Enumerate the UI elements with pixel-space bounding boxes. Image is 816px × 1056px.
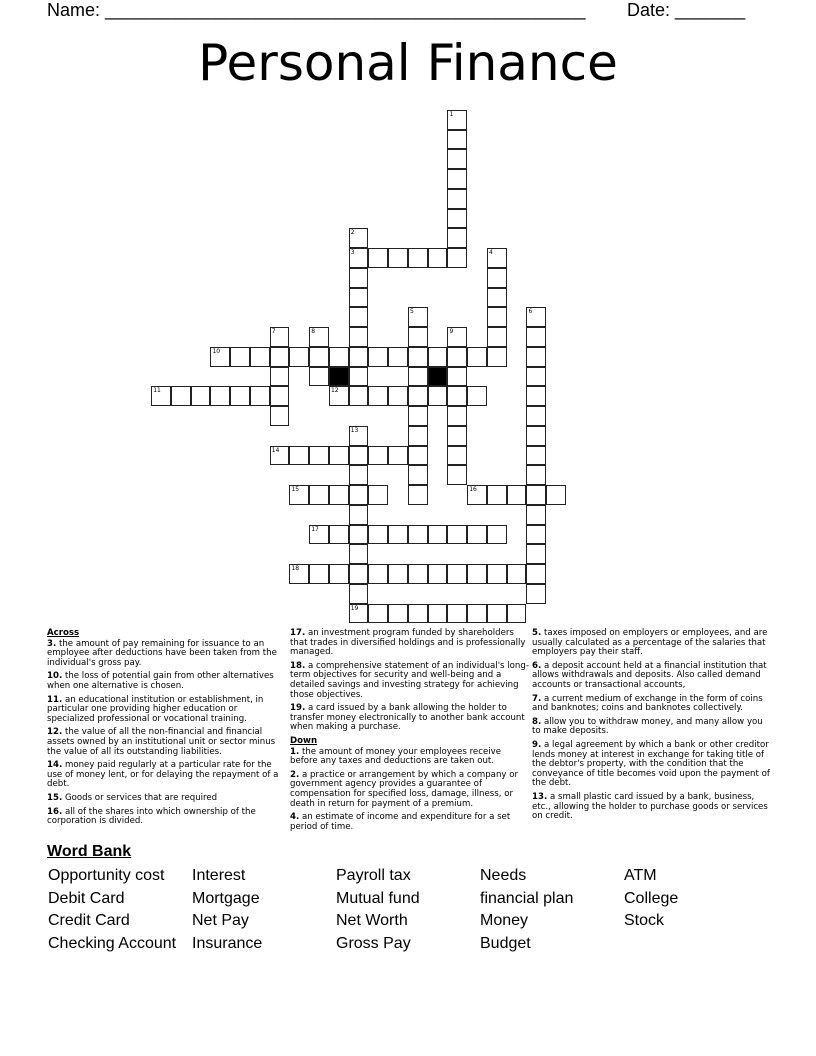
- clue-number: 14.: [47, 760, 63, 771]
- clue-text: all of the shares into which ownership of the corporation is divided.: [47, 806, 256, 827]
- across-heading: Across: [47, 628, 80, 638]
- down-clue: [532, 718, 772, 737]
- word-bank-item: Net Pay: [192, 912, 249, 930]
- grid-cell[interactable]: [526, 347, 546, 367]
- grid-cell[interactable]: [349, 604, 369, 624]
- grid-cell[interactable]: [270, 386, 290, 406]
- word-bank-item: College: [624, 889, 679, 907]
- grid-cell[interactable]: [408, 347, 428, 367]
- grid-cell[interactable]: [151, 386, 171, 406]
- across-clue: [290, 704, 530, 733]
- grid-cell[interactable]: [349, 465, 369, 485]
- grid-cell[interactable]: [526, 544, 546, 564]
- down-clue: [290, 813, 530, 832]
- grid-cell[interactable]: [526, 564, 546, 584]
- clue-number: 3: [350, 249, 355, 257]
- grid-cell[interactable]: [349, 446, 369, 466]
- down-clue: [290, 748, 530, 767]
- grid-cell[interactable]: [368, 564, 388, 584]
- grid-cell[interactable]: [428, 347, 448, 367]
- grid-cell[interactable]: [210, 386, 230, 406]
- grid-cell[interactable]: [487, 485, 507, 505]
- name-field: Name: ________________________________________________: [47, 0, 586, 20]
- word-bank-item: Credit Card: [48, 912, 130, 930]
- word-bank-item: Mortgage: [192, 889, 260, 907]
- grid-cell[interactable]: [349, 505, 369, 525]
- word-bank-item: ATM: [624, 867, 657, 884]
- grid-cell[interactable]: [408, 426, 428, 446]
- grid-cell[interactable]: [270, 367, 290, 387]
- grid-cell[interactable]: [447, 248, 467, 268]
- clue-number: 11: [153, 387, 161, 395]
- grid-cell[interactable]: [447, 327, 467, 347]
- word-bank-item: Payroll tax: [336, 867, 411, 884]
- clue-text: the value of all the non-financial and financial assets owned by an institutional unit or sector minus the value of all its outstanding liabilities.: [47, 727, 276, 757]
- word-bank-item: Needs: [480, 867, 527, 884]
- grid-cell[interactable]: [447, 426, 467, 446]
- grid-cell[interactable]: [349, 386, 369, 406]
- grid-cell[interactable]: [507, 604, 527, 624]
- grid-cell[interactable]: [526, 505, 546, 525]
- grid-cell[interactable]: [447, 189, 467, 209]
- grid-cell[interactable]: [388, 564, 408, 584]
- grid-cell[interactable]: [230, 386, 250, 406]
- clue-number: 19: [350, 604, 359, 612]
- grid-cell[interactable]: [349, 327, 369, 347]
- grid-cell[interactable]: [329, 446, 349, 466]
- clue-number: 2.: [290, 769, 300, 780]
- down-clue: [532, 793, 772, 822]
- grid-cell[interactable]: [408, 386, 428, 406]
- down-clue: [532, 695, 772, 714]
- grid-cell[interactable]: [309, 525, 329, 545]
- grid-cell[interactable]: [546, 485, 566, 505]
- grid-cell[interactable]: [487, 347, 507, 367]
- grid-cell[interactable]: [309, 564, 329, 584]
- grid-cell[interactable]: [447, 406, 467, 426]
- grid-cell[interactable]: [349, 564, 369, 584]
- grid-cell[interactable]: [526, 367, 546, 387]
- grid-cell[interactable]: [467, 485, 487, 505]
- grid-cell[interactable]: [309, 367, 329, 387]
- grid-cell[interactable]: [349, 485, 369, 505]
- grid-cell[interactable]: [526, 584, 546, 604]
- grid-cell[interactable]: [487, 307, 507, 327]
- word-bank-item: Mutual fund: [336, 889, 420, 907]
- grid-cell[interactable]: [487, 564, 507, 584]
- grid-cell[interactable]: [368, 604, 388, 624]
- clue-text: a current medium of exchange in the form of coins and banknotes; coins and banknotes collectively.: [532, 693, 763, 714]
- across-clue: [47, 696, 287, 725]
- clues-column-1: [47, 629, 287, 831]
- grid-cell[interactable]: [388, 525, 408, 545]
- clue-text: a practice or arrangement by which a company or government agency provides a guarantee of compensation for specified loss, damage, illness, or death in return for payment of a premium.: [290, 769, 518, 809]
- clue-number: 13.: [532, 791, 548, 802]
- grid-cell[interactable]: [526, 485, 546, 505]
- clue-number: 15: [291, 486, 300, 494]
- clue-number: 10: [212, 347, 221, 355]
- across-clue: [290, 662, 530, 700]
- grid-cell[interactable]: [467, 564, 487, 584]
- grid-cell[interactable]: [309, 485, 329, 505]
- grid-cell[interactable]: [349, 307, 369, 327]
- clue-number: 4: [488, 249, 493, 257]
- grid-cell[interactable]: [447, 169, 467, 189]
- clue-text: taxes imposed on employers or employees, and are usually calculated as a percentage of the salaries that employers pay their staff.: [532, 628, 768, 658]
- grid-cell[interactable]: [526, 446, 546, 466]
- grid-cell[interactable]: [349, 367, 369, 387]
- clue-number: 19.: [290, 703, 306, 714]
- grid-cell[interactable]: [329, 347, 349, 367]
- grid-cell[interactable]: [408, 604, 428, 624]
- grid-cell[interactable]: [368, 485, 388, 505]
- grid-cell[interactable]: [349, 584, 369, 604]
- grid-cell[interactable]: [349, 544, 369, 564]
- grid-cell[interactable]: [329, 485, 349, 505]
- grid-cell[interactable]: [487, 327, 507, 347]
- grid-cell[interactable]: [368, 525, 388, 545]
- grid-cell[interactable]: [388, 446, 408, 466]
- grid-cell[interactable]: [270, 327, 290, 347]
- grid-cell[interactable]: [447, 228, 467, 248]
- grid-cell[interactable]: [447, 604, 467, 624]
- grid-cell[interactable]: [526, 426, 546, 446]
- clue-number: 7.: [532, 693, 542, 704]
- down-clue: [532, 662, 772, 691]
- grid-cell[interactable]: [487, 525, 507, 545]
- down-clue: [532, 629, 772, 658]
- down-heading: Down: [290, 735, 318, 746]
- clue-number: 3.: [47, 638, 57, 649]
- grid-cell[interactable]: [270, 406, 290, 426]
- clue-number: 2: [350, 229, 355, 237]
- grid-cell[interactable]: [447, 367, 467, 387]
- grid-cell[interactable]: [447, 446, 467, 466]
- word-bank-item: Budget: [480, 935, 531, 953]
- grid-cell[interactable]: [368, 386, 388, 406]
- grid-cell[interactable]: [309, 347, 329, 367]
- grid-cell[interactable]: [447, 347, 467, 367]
- word-bank-item: financial plan: [480, 889, 574, 907]
- page-title: Personal Finance: [198, 34, 618, 92]
- grid-cell[interactable]: [171, 386, 191, 406]
- word-bank-item: Money: [480, 912, 529, 930]
- clue-number: 16: [469, 486, 477, 494]
- word-bank-item: Gross Pay: [336, 935, 411, 953]
- clue-number: 6: [528, 308, 533, 316]
- grid-cell[interactable]: [368, 248, 388, 268]
- grid-cell[interactable]: [447, 149, 467, 169]
- black-cell: [428, 367, 448, 387]
- grid-cell[interactable]: [487, 604, 507, 624]
- grid-cell[interactable]: [467, 347, 487, 367]
- word-bank-item: Opportunity cost: [48, 867, 165, 884]
- word-bank-title: Word Bank: [47, 843, 132, 860]
- grid-cell[interactable]: [270, 446, 290, 466]
- clue-number: 18: [291, 565, 300, 573]
- across-clue: [47, 728, 287, 757]
- clues-column-3: [532, 629, 772, 826]
- grid-cell[interactable]: [349, 268, 369, 288]
- word-bank-item: Interest: [192, 867, 246, 884]
- grid-cell[interactable]: [526, 386, 546, 406]
- black-cell: [329, 367, 349, 387]
- clue-text: the amount of pay remaining for issuance to an employee after deductions have been taken from the individual's gross pay.: [47, 638, 277, 668]
- grid-cell[interactable]: [408, 367, 428, 387]
- grid-cell[interactable]: [526, 406, 546, 426]
- grid-cell[interactable]: [487, 248, 507, 268]
- grid-cell[interactable]: [428, 248, 448, 268]
- clue-text: a legal agreement by which a bank or other creditor lends money at interest in exchange for taking title of the debtor's property, with the condition that the conveyance of title becomes void upon the payment of the debt.: [532, 739, 770, 789]
- clue-text: an estimate of income and expenditure for a set period of time.: [290, 812, 511, 832]
- grid-cell[interactable]: [329, 525, 349, 545]
- clue-number: 6.: [532, 660, 542, 671]
- grid-cell[interactable]: [191, 386, 211, 406]
- clue-number: 7: [271, 328, 276, 336]
- clue-text: an educational institution or establishment, in particular one providing higher education or specialized professional or vocational training.: [47, 694, 264, 724]
- clue-text: money paid regularly at a particular rate for the use of money lent, or for delaying the repayment of a debt.: [47, 760, 279, 790]
- word-bank-item: Debit Card: [48, 889, 125, 907]
- clue-number: 5: [409, 308, 414, 316]
- clue-number: 9.: [532, 739, 542, 750]
- grid-cell[interactable]: [447, 386, 467, 406]
- grid-cell[interactable]: [408, 564, 428, 584]
- clue-number: 18.: [290, 660, 306, 671]
- grid-cell[interactable]: [368, 347, 388, 367]
- grid-cell[interactable]: [349, 228, 369, 248]
- grid-cell[interactable]: [388, 386, 408, 406]
- grid-cell[interactable]: [349, 288, 369, 308]
- clue-number: 8: [311, 328, 316, 336]
- grid-cell[interactable]: [487, 268, 507, 288]
- grid-cell[interactable]: [507, 564, 527, 584]
- clue-number: 12: [330, 387, 339, 395]
- grid-cell[interactable]: [428, 604, 448, 624]
- clue-text: a deposit account held at a financial institution that allows withdrawals and deposits. Also called demand accounts or transactional accounts,: [532, 660, 767, 690]
- grid-cell[interactable]: [408, 465, 428, 485]
- grid-cell[interactable]: [329, 386, 349, 406]
- grid-cell[interactable]: [487, 288, 507, 308]
- grid-cell[interactable]: [447, 130, 467, 150]
- clue-number: 4.: [290, 812, 300, 823]
- clue-text: the loss of potential gain from other alternatives when one alternative is chosen.: [47, 671, 274, 691]
- grid-cell[interactable]: [428, 525, 448, 545]
- grid-cell[interactable]: [289, 564, 309, 584]
- grid-cell[interactable]: [250, 386, 270, 406]
- grid-cell[interactable]: [467, 386, 487, 406]
- clue-text: Goods or services that are required: [64, 792, 218, 803]
- grid-cell[interactable]: [428, 564, 448, 584]
- grid-cell[interactable]: [349, 347, 369, 367]
- grid-cell[interactable]: [526, 465, 546, 485]
- clue-number: 8.: [532, 716, 542, 727]
- down-clue: [290, 771, 530, 809]
- grid-cell[interactable]: [349, 426, 369, 446]
- clue-number: 1.: [290, 746, 300, 757]
- grid-cell[interactable]: [388, 347, 408, 367]
- grid-cell[interactable]: [467, 604, 487, 624]
- word-bank-item: Stock: [624, 912, 665, 930]
- clue-number: 10.: [47, 671, 63, 682]
- word-bank-item: [624, 935, 768, 958]
- grid-cell[interactable]: [270, 347, 290, 367]
- across-clue: [47, 640, 287, 669]
- word-bank: [48, 867, 768, 958]
- grid-cell[interactable]: [447, 525, 467, 545]
- clue-text: the amount of money your employees receive before any taxes and deductions are taken out.: [290, 746, 501, 767]
- grid-cell[interactable]: [289, 485, 309, 505]
- grid-cell[interactable]: [250, 347, 270, 367]
- grid-cell[interactable]: [447, 564, 467, 584]
- grid-cell[interactable]: [368, 446, 388, 466]
- grid-cell[interactable]: [210, 347, 230, 367]
- grid-cell[interactable]: [447, 209, 467, 229]
- clue-text: a comprehensive statement of an individual's long-term objectives for security and well-being and a detailed savings and investing strategy for achieving those objectives.: [290, 660, 529, 700]
- clue-number: 12.: [47, 727, 63, 738]
- grid-cell[interactable]: [428, 386, 448, 406]
- grid-cell[interactable]: [526, 327, 546, 347]
- grid-cell[interactable]: [408, 446, 428, 466]
- clue-text: a small plastic card issued by a bank, business, etc., allowing the holder to purchase goods or services on credit.: [532, 791, 768, 822]
- grid-cell[interactable]: [467, 525, 487, 545]
- grid-cell[interactable]: [408, 485, 428, 505]
- grid-cell[interactable]: [507, 485, 527, 505]
- word-bank-item: Checking Account: [48, 935, 177, 953]
- grid-cell[interactable]: [289, 347, 309, 367]
- grid-cell[interactable]: [388, 248, 408, 268]
- across-clue: [290, 629, 530, 658]
- clue-number: 15.: [47, 792, 63, 803]
- clue-number: 14: [271, 446, 280, 454]
- clue-number: 1: [449, 110, 454, 118]
- clue-number: 5.: [532, 628, 542, 638]
- grid-cell[interactable]: [408, 406, 428, 426]
- grid-cell[interactable]: [230, 347, 250, 367]
- grid-cell[interactable]: [447, 465, 467, 485]
- clue-number: 9: [449, 328, 454, 336]
- clue-text: a card issued by a bank allowing the holder to transfer money electronically to another bank account when making a purchase.: [290, 703, 525, 733]
- across-clue: [47, 761, 287, 790]
- grid-cell[interactable]: [349, 525, 369, 545]
- grid-cell[interactable]: [289, 446, 309, 466]
- across-clue: [47, 808, 287, 827]
- date-field: Date: _______: [627, 0, 746, 20]
- grid-cell[interactable]: [526, 525, 546, 545]
- clue-number: 17.: [290, 628, 306, 638]
- grid-cell[interactable]: [408, 248, 428, 268]
- clues-column-2: [290, 629, 530, 836]
- grid-cell[interactable]: [309, 446, 329, 466]
- grid-cell[interactable]: [349, 248, 369, 268]
- grid-cell[interactable]: [408, 307, 428, 327]
- word-bank-item: Net Worth: [336, 912, 408, 930]
- clue-number: 11.: [47, 694, 63, 705]
- grid-cell[interactable]: [329, 564, 349, 584]
- word-bank-item: Insurance: [192, 935, 263, 953]
- clue-text: allow you to withdraw money, and many allow you to make deposits.: [532, 716, 763, 737]
- grid-cell[interactable]: [526, 307, 546, 327]
- grid-cell[interactable]: [447, 110, 467, 130]
- across-clue: [47, 672, 287, 691]
- grid-cell[interactable]: [408, 327, 428, 347]
- clue-number: 13: [350, 426, 359, 434]
- clue-number: 16.: [47, 806, 63, 817]
- clue-text: an investment program funded by shareholders that trades in diversified holdings and is professionally managed.: [290, 628, 526, 658]
- grid-cell[interactable]: [388, 604, 408, 624]
- down-clue: [532, 741, 772, 789]
- across-clue: [47, 794, 287, 804]
- grid-cell[interactable]: [309, 327, 329, 347]
- grid-cell[interactable]: [408, 525, 428, 545]
- clue-number: 17: [311, 525, 319, 533]
